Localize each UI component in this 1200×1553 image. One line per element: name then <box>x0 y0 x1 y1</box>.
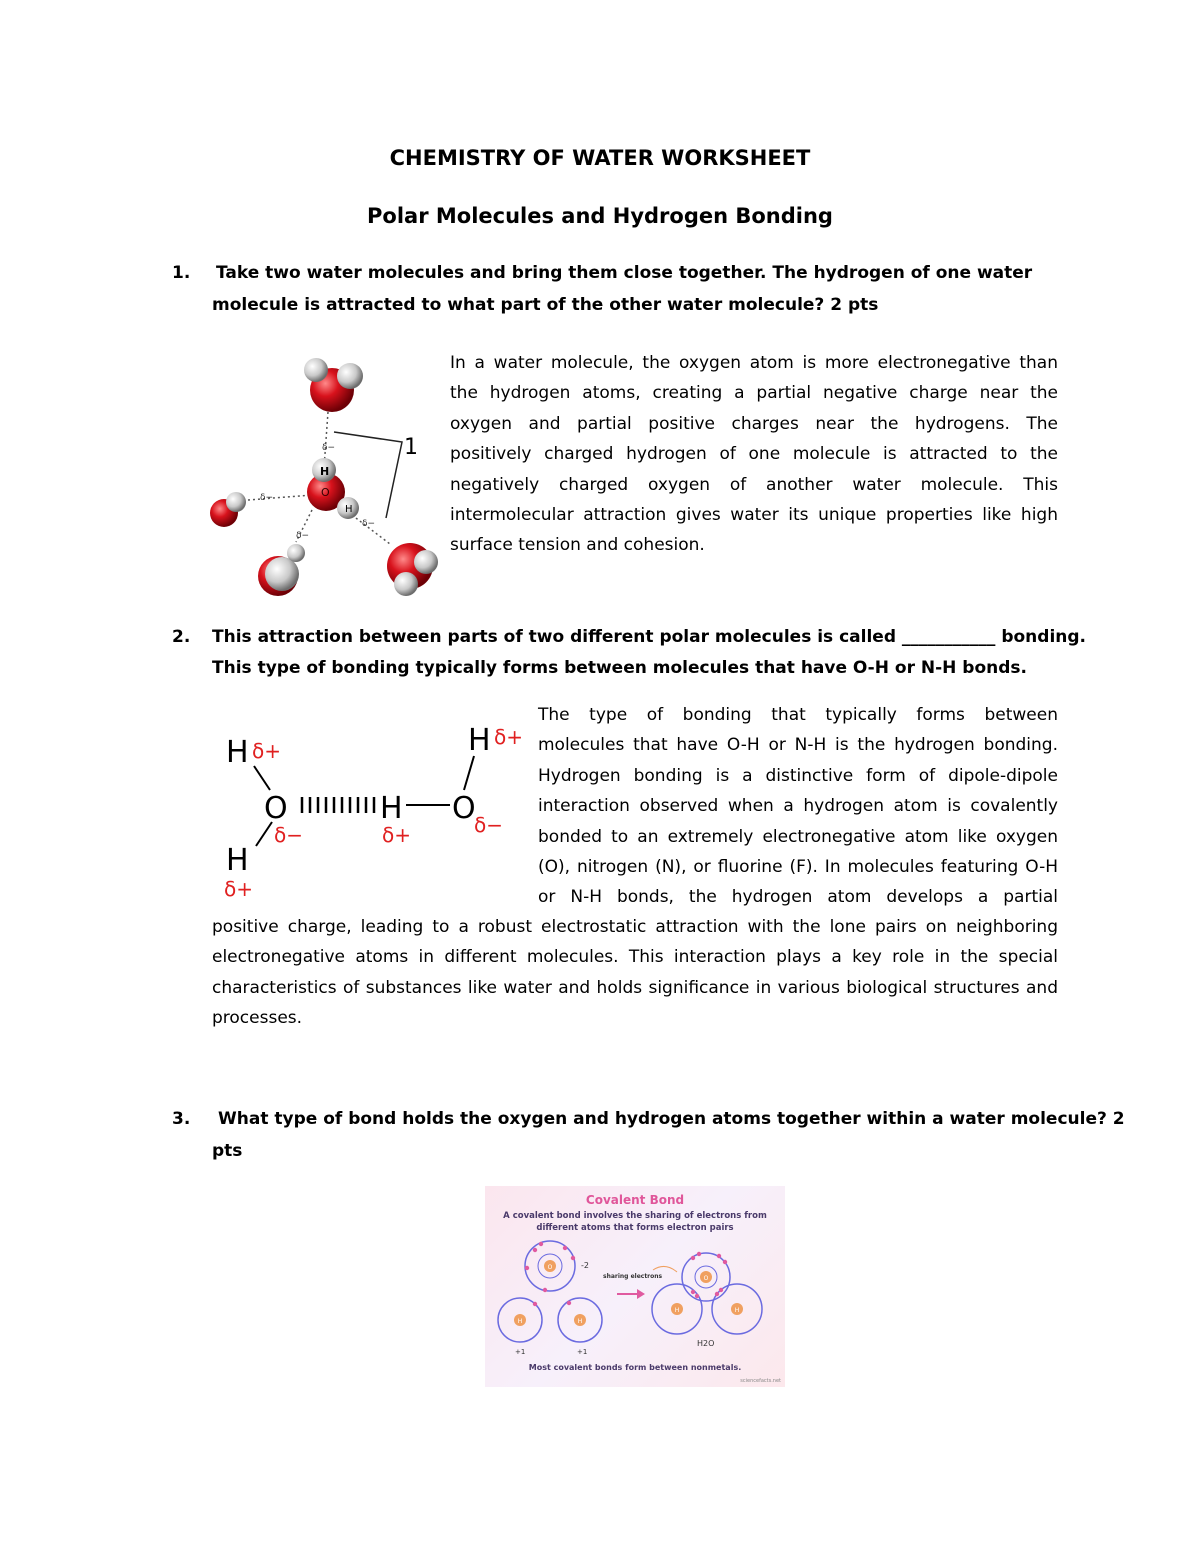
question-1-answer <box>450 348 1058 561</box>
answer-line: The type of bonding that typically forms between <box>538 705 1058 725</box>
atom-label-h: H <box>674 1307 680 1314</box>
answer-line: positively charged hydrogen of one molecule is attracted to the <box>450 444 1058 465</box>
atom-label-o: O <box>703 1275 709 1282</box>
oxygen-symbol: O <box>264 791 288 826</box>
question-1-number: 1. <box>172 263 191 283</box>
hydrogen-atom <box>287 544 305 562</box>
answer-line: characteristics of substances like water and holds significance in various biological structures and <box>212 977 1058 998</box>
figure-subtitle: A covalent bond involves the sharing of electrons from <box>503 1211 767 1221</box>
atom-label-o: O <box>321 486 330 499</box>
delta-label: δ− <box>260 493 274 503</box>
figure-title: Covalent Bond <box>585 1193 685 1207</box>
hydrogen-symbol: H <box>226 843 249 878</box>
figure-credit: sciencefacts.net <box>740 1378 781 1384</box>
hydrogen-symbol: H <box>226 735 249 770</box>
covalent-bond-figure <box>485 1186 785 1387</box>
worksheet-title: CHEMISTRY OF WATER WORKSHEET <box>389 146 811 170</box>
figure-subtitle: different atoms that forms electron pairs <box>536 1223 734 1233</box>
answer-line: bonded to an extremely electronegative atom like oxygen <box>538 826 1058 847</box>
question-2-number: 2. <box>172 627 191 647</box>
delta-plus: δ+ <box>252 739 281 763</box>
delta-label: δ− <box>322 443 336 453</box>
question-3-number: 3. <box>172 1109 191 1129</box>
question-2-answer-column <box>538 700 1058 913</box>
delta-plus: δ+ <box>382 823 411 847</box>
hydrogen-atom <box>414 550 438 574</box>
hydrogen-bond-diagram <box>220 718 530 900</box>
hydrogen-atom <box>226 492 246 512</box>
water-formula: H2O <box>697 1339 715 1348</box>
hydrogen-atom <box>337 363 363 389</box>
oxygen-symbol: O <box>452 791 476 826</box>
answer-line: In a water molecule, the oxygen atom is more electronegative than <box>450 353 1058 373</box>
atom-label-o: O <box>547 1264 553 1271</box>
answer-line: Hydrogen bonding is a distinctive form of dipole-dipole <box>538 765 1058 786</box>
delta-minus: δ− <box>474 813 503 837</box>
hydrogen-charge: +1 <box>515 1348 526 1356</box>
atom-label-h: H <box>320 465 330 478</box>
question-3-line-1: What type of bond holds the oxygen and hydrogen atoms together within a water molecule? 2 <box>218 1109 1125 1129</box>
answer-line: processes. <box>212 1008 303 1029</box>
answer-line: interaction observed when a hydrogen atom is covalently <box>538 796 1058 817</box>
atom-label-h: H <box>517 1318 523 1325</box>
hydrogen-charge: +1 <box>577 1348 588 1356</box>
answer-line: or N-H bonds, the hydrogen atom develops a partial <box>538 887 1058 908</box>
section-title: Polar Molecules and Hydrogen Bonding <box>367 204 833 228</box>
delta-minus: δ− <box>274 823 303 847</box>
answer-line: negatively charged oxygen of another water molecule. This <box>450 474 1058 495</box>
delta-label: δ− <box>296 531 310 541</box>
question-3-line-2: pts <box>212 1141 243 1161</box>
answer-line: the hydrogen atoms, creating a partial negative charge near the <box>450 383 1058 404</box>
answer-line: electronegative atoms in different molecules. This interaction plays a key role in the special <box>212 947 1058 968</box>
question-2-line-1: This attraction between parts of two different polar molecules is called ___________ bonding. <box>212 627 1087 647</box>
answer-line: oxygen and partial positive charges near the hydrogens. The <box>450 413 1058 434</box>
atom-label-h: H <box>345 504 353 515</box>
figure-label-1: 1 <box>404 435 418 460</box>
figure-footer: Most covalent bonds form between nonmetals. <box>528 1363 742 1372</box>
delta-plus: δ+ <box>494 725 523 749</box>
sharing-electrons-label: sharing electrons <box>603 1273 663 1280</box>
answer-line: (O), nitrogen (N), or fluorine (F). In molecules featuring O-H <box>538 857 1058 878</box>
oxygen-charge: -2 <box>581 1261 589 1270</box>
hydrogen-symbol: H <box>380 791 403 826</box>
question-2-line-2: This type of bonding typically forms between molecules that have O-H or N-H bonds. <box>212 658 1027 678</box>
atom-label-h: H <box>577 1318 583 1325</box>
question-1-line-1: Take two water molecules and bring them close together. The hydrogen of one water <box>216 263 1033 283</box>
delta-label: δ− <box>362 519 376 529</box>
question-2-answer-full <box>212 912 1058 1034</box>
hydrogen-atom <box>394 572 418 596</box>
hydrogen-atom <box>304 358 328 382</box>
answer-line: positive charge, leading to a robust electrostatic attraction with the lone pairs on neighboring <box>212 917 1058 937</box>
answer-line: molecules that have O-H or N-H is the hydrogen bonding. <box>538 735 1058 756</box>
hydrogen-atom <box>265 557 299 591</box>
water-molecules-3d-figure <box>200 350 445 600</box>
hydrogen-symbol: H <box>468 723 491 758</box>
answer-line: intermolecular attraction gives water its unique properties like high <box>450 505 1058 526</box>
answer-line: surface tension and cohesion. <box>450 535 705 556</box>
atom-label-h: H <box>734 1307 740 1314</box>
question-1-line-2: molecule is attracted to what part of the other water molecule? 2 pts <box>212 295 879 315</box>
delta-plus: δ+ <box>224 877 253 900</box>
